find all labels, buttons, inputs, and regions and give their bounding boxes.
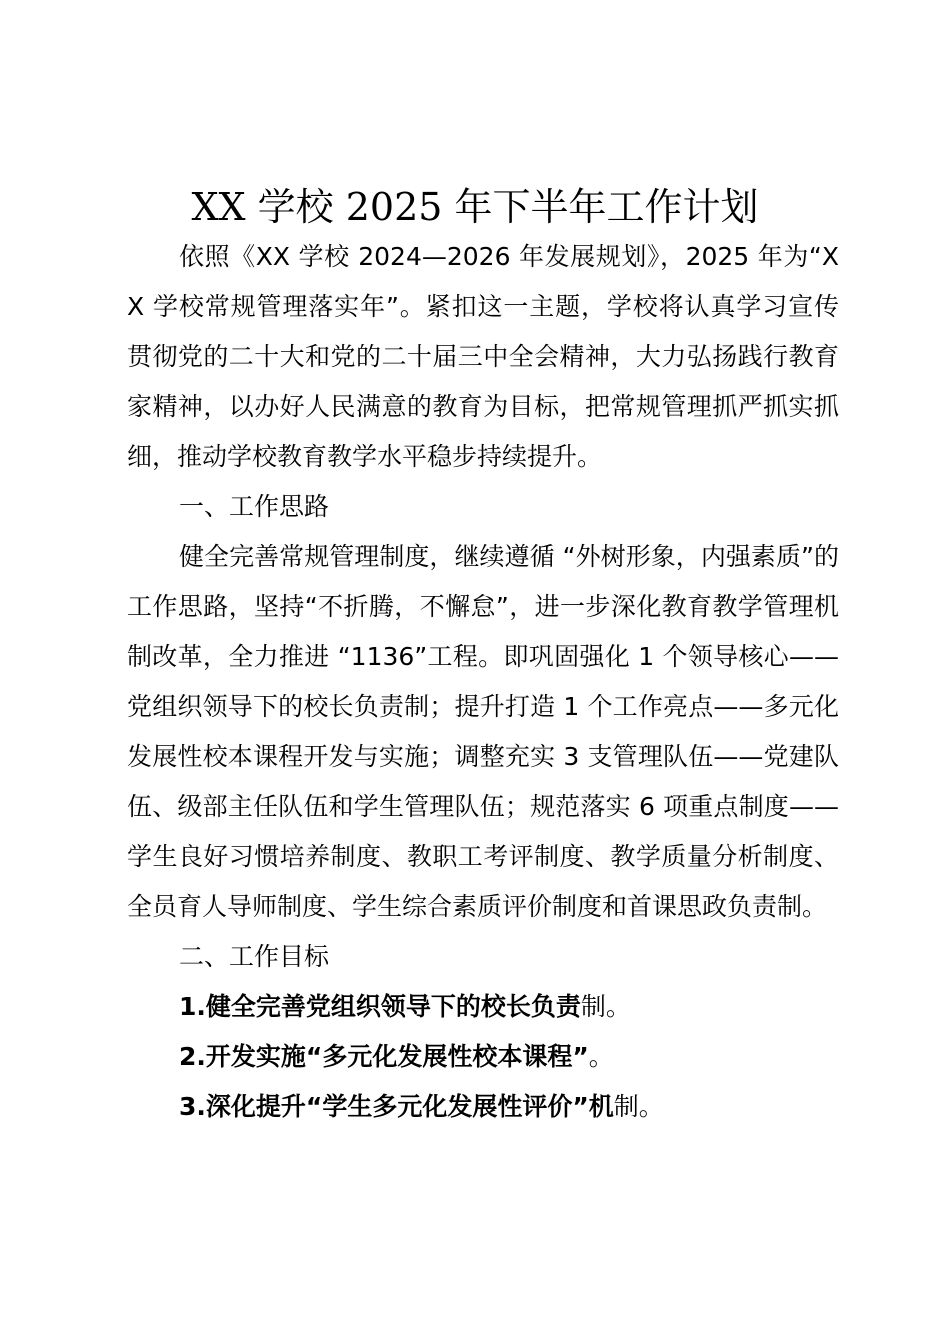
goal-item: [127, 1032, 839, 1082]
intro-paragraph: 依照《XX 学校 2024—2026 年发展规划》，2025 年为“XX 学校常规管理落实年”。紧扣这一主题，学校将认真学习宣传贯彻党的二十大和党的二十届三中全会精神，大力弘扬践行教育家精神，以办好人民满意的教育为目标，把常规管理抓严抓实抓细，推动学校教育教学水平稳步持续提升。: [127, 242, 839, 471]
document-title: XX 学校 2025 年下半年工作计划: [191, 185, 759, 229]
goal-item-bold-text: 2.开发实施“多元化发展性校本课程”: [179, 1042, 589, 1071]
goal-item-rest-text: 制。: [580, 992, 631, 1021]
goal-item-bold-text: 1.健全完善党组织领导下的校长负责: [179, 992, 581, 1021]
work-approach-paragraph: 健全完善常规管理制度，继续遵循 “外树形象，内强素质”的工作思路，坚持“不折腾，不懈怠”，进一步深化教育教学管理机制改革，全力推进 “1136”工程。即巩固强化 1 个领导核心——党组织领导下的校长负责制；提升打造 1 个工作亮点——多元化发展性校本课程开发与实施；调整充实 3 支管理队伍——党建队伍、级部主任队伍和学生管理队伍；规范落实 6 项重点制度——学生良好习惯培养制度、教职工考评制度、教学质量分析制度、全员育人导师制度、学生综合素质评价制度和首课思政负责制。: [127, 542, 839, 921]
section-heading-work-approach: 一、工作思路: [179, 492, 330, 521]
section-heading-work-goals: 二、工作目标: [179, 942, 330, 971]
goal-item-bold-text: 3.深化提升“学生多元化发展性评价”机: [179, 1092, 614, 1121]
goal-item-rest-text: 制。: [613, 1092, 664, 1121]
document-body: [127, 232, 839, 1132]
goal-item: [127, 982, 839, 1032]
goal-item: [127, 1082, 839, 1132]
goal-item-rest-text: 。: [588, 1042, 614, 1071]
